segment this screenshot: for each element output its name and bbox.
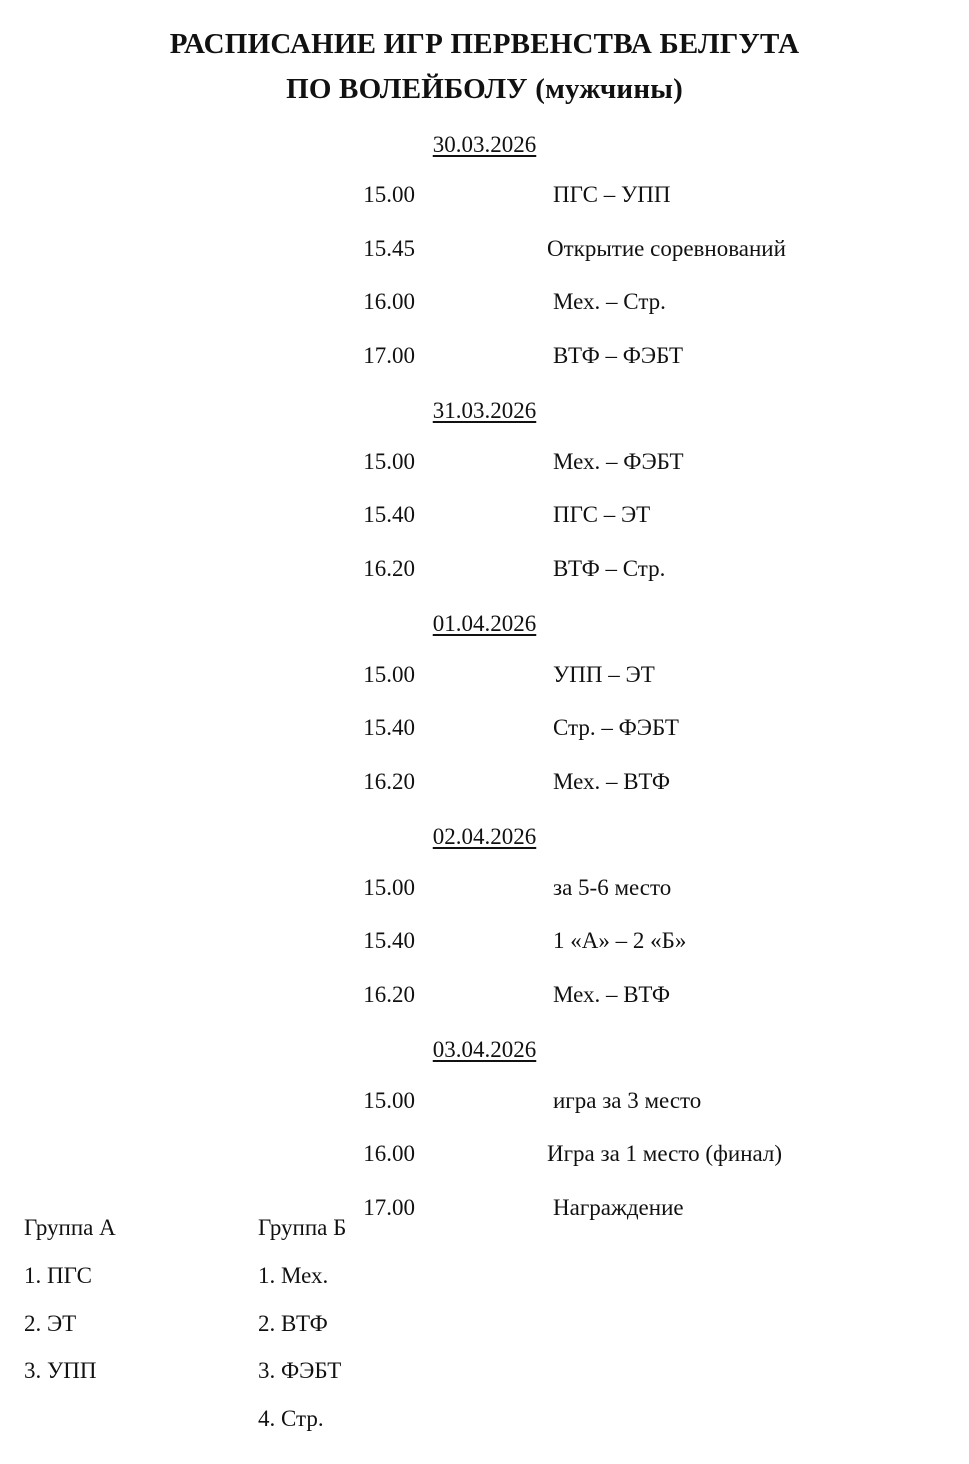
match-row: [0, 648, 969, 702]
match-description: игра за 3 место: [553, 1087, 702, 1113]
match-description: Мех. – ВТФ: [553, 768, 671, 794]
match-description: Награждение: [553, 1194, 684, 1220]
match-row: [0, 1127, 969, 1181]
schedule-day: [0, 128, 969, 383]
group-team: 1. ПГС: [24, 1262, 92, 1288]
match-time: 16.20: [363, 555, 415, 581]
match-time: 15.40: [363, 502, 415, 528]
match-time: 16.00: [363, 289, 415, 315]
title-line-2: ПО ВОЛЕЙБОЛУ (мужчины): [286, 72, 683, 105]
schedule-date: [0, 607, 969, 642]
group-team: 3. УПП: [24, 1358, 97, 1384]
match-row: [0, 1074, 969, 1128]
match-time: 15.00: [363, 1087, 415, 1113]
schedule-list: [0, 128, 969, 1235]
match-row: [0, 222, 969, 276]
schedule-day: [0, 607, 969, 808]
match-time: 17.00: [363, 342, 415, 368]
match-row: [0, 755, 969, 809]
schedule-date: [0, 394, 969, 429]
match-row: [0, 168, 969, 222]
group-team: 2. ЭТ: [24, 1310, 77, 1336]
match-row: [0, 488, 969, 542]
group-team: 3. ФЭБТ: [258, 1358, 342, 1384]
match-time: 16.00: [363, 1141, 415, 1167]
match-description: ВТФ – ФЭБТ: [553, 342, 684, 368]
match-description: за 5-6 место: [553, 874, 672, 900]
title-line-1: РАСПИСАНИЕ ИГР ПЕРВЕНСТВА БЕЛГУТА: [169, 28, 800, 60]
group-team: 4. Стр.: [258, 1406, 324, 1432]
match-time: 16.20: [363, 981, 415, 1007]
match-row: [0, 435, 969, 489]
match-time: 15.00: [363, 448, 415, 474]
match-time: 15.40: [363, 928, 415, 954]
group-team: 2. ВТФ: [258, 1310, 328, 1336]
schedule-date: [0, 128, 969, 163]
match-row: [0, 701, 969, 755]
match-description: Стр. – ФЭБТ: [553, 715, 679, 741]
match-row: [0, 329, 969, 383]
match-time: 15.00: [363, 874, 415, 900]
schedule-date: [0, 1033, 969, 1068]
schedule-day: [0, 820, 969, 1021]
group-header: Группа Б: [258, 1215, 347, 1240]
schedule-date-text: 02.04.2026: [432, 824, 537, 850]
document-page: [0, 22, 969, 1464]
group-header: Группа А: [24, 1215, 116, 1240]
match-time: 15.45: [363, 235, 415, 261]
match-row: [0, 914, 969, 968]
match-description: Мех. – ФЭБТ: [553, 448, 684, 474]
match-time: 17.00: [363, 1194, 415, 1220]
match-description: ПГС – ЭТ: [553, 502, 651, 528]
match-row: [0, 275, 969, 329]
match-time: 15.00: [363, 182, 415, 208]
schedule-date-text: 01.04.2026: [432, 611, 537, 637]
schedule-date-text: 30.03.2026: [432, 131, 537, 157]
match-time: 15.00: [363, 661, 415, 687]
match-description: ВТФ – Стр.: [553, 555, 666, 581]
match-description: УПП – ЭТ: [553, 661, 655, 687]
match-description: Игра за 1 место (финал): [547, 1141, 783, 1167]
schedule-date: [0, 820, 969, 855]
match-description: ПГС – УПП: [553, 182, 671, 208]
match-row: [0, 861, 969, 915]
match-time: 15.40: [363, 715, 415, 741]
schedule-day: [0, 394, 969, 595]
match-description: 1 «А» – 2 «Б»: [553, 928, 687, 954]
document-title: [0, 22, 969, 112]
group-column-a: [24, 1204, 258, 1443]
groups-section: [24, 1204, 492, 1443]
match-row: [0, 968, 969, 1022]
group-column-b: [258, 1204, 492, 1443]
schedule-date-text: 31.03.2026: [432, 398, 537, 424]
match-time: 16.20: [363, 768, 415, 794]
match-description: Мех. – Стр.: [553, 289, 666, 315]
schedule-date-text: 03.04.2026: [432, 1037, 537, 1063]
match-description: Мех. – ВТФ: [553, 981, 671, 1007]
match-description: Открытие соревнований: [547, 235, 786, 261]
group-team: 1. Мех.: [258, 1262, 329, 1288]
match-row: [0, 542, 969, 596]
